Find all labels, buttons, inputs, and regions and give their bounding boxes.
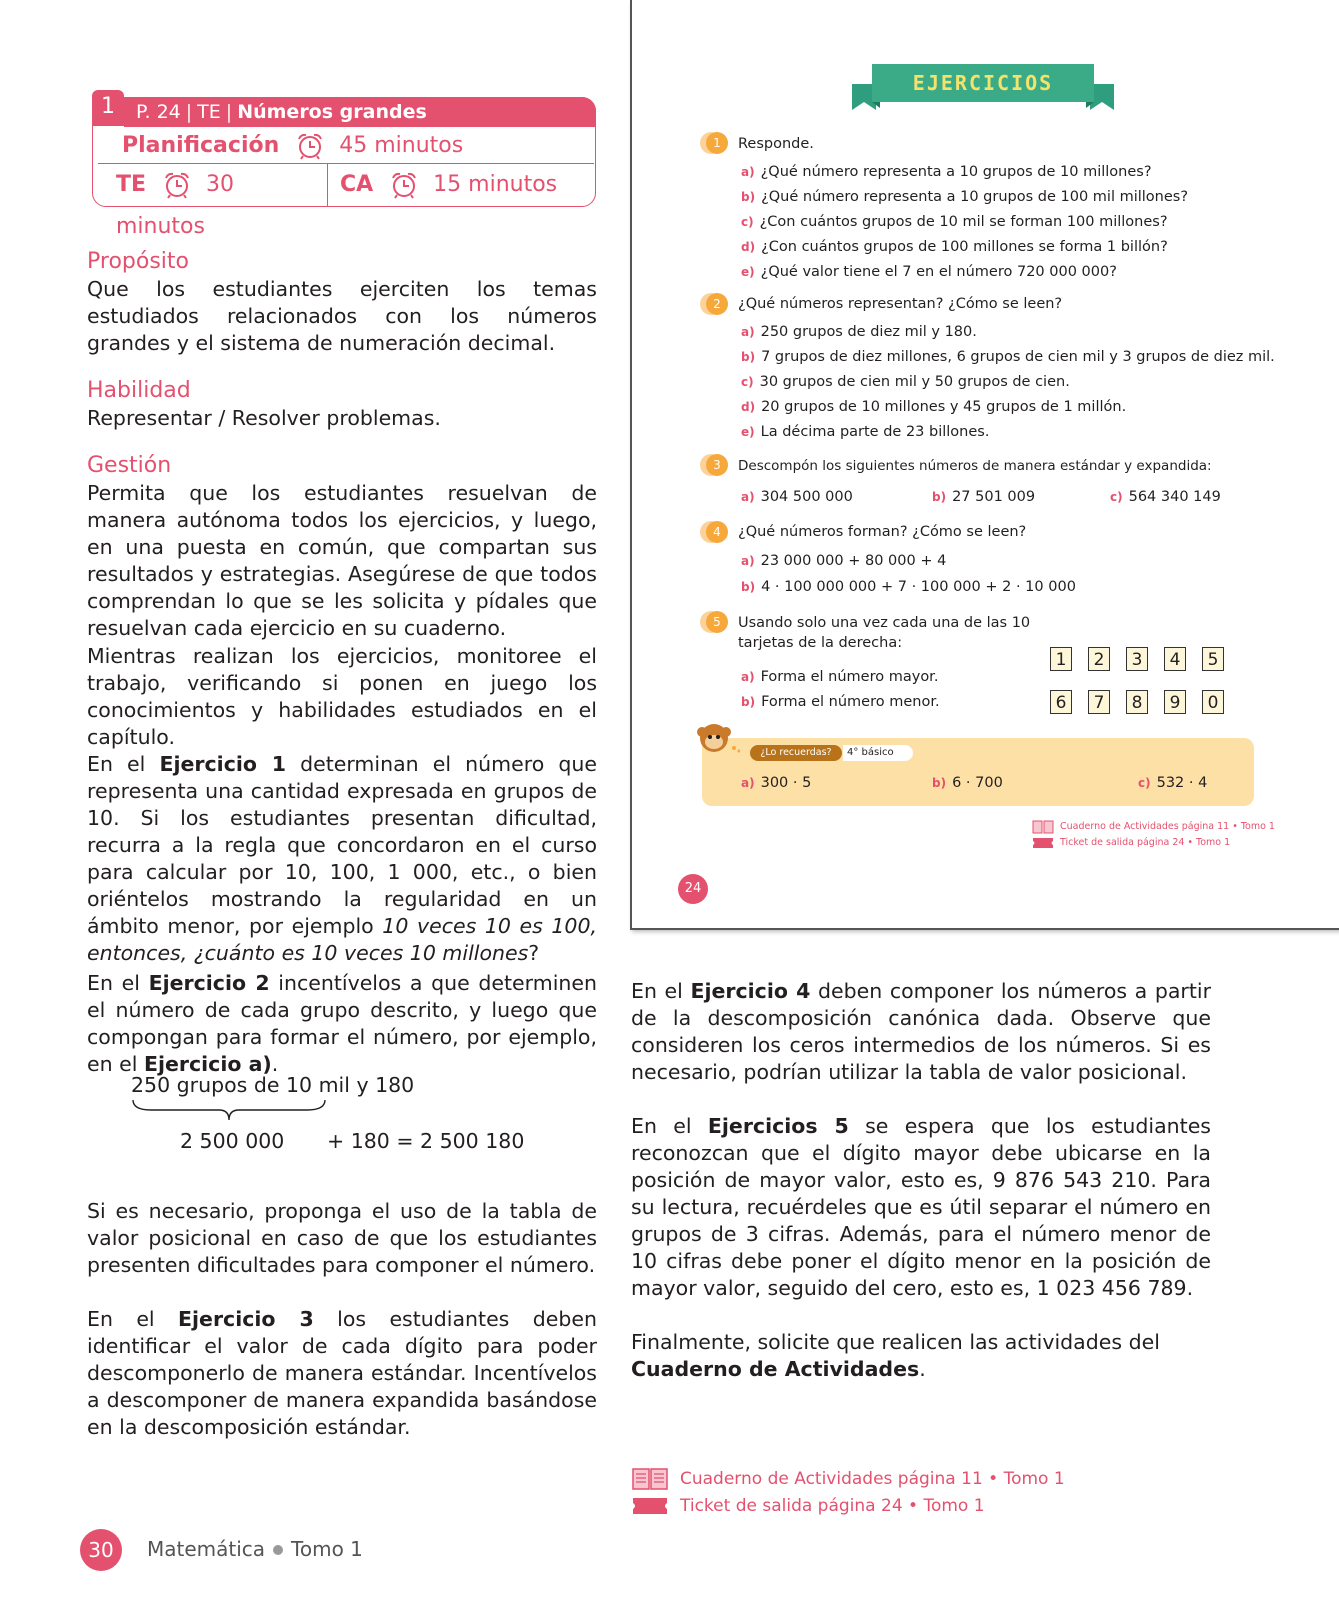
- te-time: 30 minutos: [116, 172, 235, 239]
- book-icon: [631, 1466, 669, 1492]
- ejercicio-4-paragraph: En el Ejercicio 4 deben componer los números a partir de la descomposición canónica dada. Observe que consideren los ceros intermedios de los números. Si es necesario, podrían utilizar la tabla de valor posicional.: [631, 979, 1212, 1084]
- book-icon: [1032, 820, 1054, 834]
- exercise-number: 3: [706, 454, 728, 476]
- gestion-paragraph-1: Permita que los estudiantes resuelvan de manera autónoma todos los ejercicios, y luego, en una puesta en común, que compartan sus resultados y estrategias. Asegúrese de que todos comprendan lo que se les solicita y pídales que resuelvan cada ejercicio en su cuaderno.: [87, 481, 597, 640]
- digit-card: 3: [1126, 647, 1148, 671]
- exercise-number: 2: [706, 293, 728, 315]
- alarm-clock-icon: [161, 171, 193, 199]
- exercise-item: b) ¿Qué número representa a 10 grupos de 100 mil millones?: [741, 189, 1189, 205]
- subject: Matemática: [147, 1537, 266, 1561]
- recuerdas-grade: 4° básico: [843, 745, 913, 761]
- curly-brace: [131, 1098, 327, 1124]
- digit-card: 9: [1164, 690, 1186, 714]
- mini-ticket-reference: Ticket de salida página 24 • Tomo 1: [1060, 837, 1231, 848]
- ca-row: [330, 164, 594, 206]
- exercise-item: b) 27 501 009: [932, 489, 1036, 505]
- te-row: [98, 164, 328, 239]
- digit-card: 1: [1050, 647, 1072, 671]
- planning-label: Planificación: [122, 133, 280, 158]
- brace-result-left: 2 500 000: [180, 1129, 285, 1153]
- ticket-icon: [1032, 837, 1054, 849]
- volume: Tomo 1: [291, 1537, 363, 1561]
- exercise-item: b) 4 · 100 000 000 + 7 · 100 000 + 2 · 10 000: [741, 579, 1076, 595]
- exercise-1-prompt: Responde.: [738, 136, 814, 152]
- exercise-number: 4: [706, 521, 728, 543]
- brace-result-right: + 180 = 2 500 180: [327, 1129, 525, 1153]
- exercise-5-prompt-line-2: tarjetas de la derecha:: [738, 635, 903, 651]
- gestion-paragraph-2: Mientras realizan los ejercicios, monitoree el trabajo, verificando si ponen en juego los conocimientos y habilidades estudiados en el capítulo.: [87, 644, 597, 749]
- exercise-item: a) Forma el número mayor.: [741, 669, 939, 685]
- exercise-item: e) ¿Qué valor tiene el 7 en el número 720 000 000?: [741, 264, 1117, 280]
- brace-expression: 250 grupos de 10 mil y 180: [131, 1073, 415, 1097]
- exercise-number: 1: [706, 132, 728, 154]
- planning-time: 45 minutos: [339, 133, 464, 158]
- exercise-item: b) Forma el número menor.: [741, 694, 940, 710]
- exercise-item: e) La décima parte de 23 billones.: [741, 424, 990, 440]
- te-ref: TE: [197, 101, 221, 123]
- exercise-item: d) ¿Con cuántos grupos de 100 millones se forma 1 billón?: [741, 239, 1168, 255]
- page-ref: P. 24: [136, 101, 181, 123]
- exercise-item: a) 250 grupos de diez mil y 180.: [741, 324, 977, 340]
- habilidad-text: Representar / Resolver problemas.: [87, 406, 441, 430]
- digit-card: 8: [1126, 690, 1148, 714]
- exercise-5-prompt-line-1: Usando solo una vez cada una de las 10: [738, 615, 1031, 631]
- ejercicio-5-paragraph: En el Ejercicios 5 se espera que los estudiantes reconozcan que el dígito mayor debe ubicarse en la posición de mayor valor, esto es, 9 876 543 210. Para su lectura, recuérdeles que es útil separar el número en grupos de 3 cifras. Además, para el número menor de 10 cifras debe poner el dígito menor en la posición de mayor valor, seguido del cero, esto es, 1 023 456 789.: [631, 1114, 1211, 1300]
- digit-card: 2: [1088, 647, 1110, 671]
- ejercicio-2-paragraph: En el Ejercicio 2 incentívelos a que determinen el número de cada grupo descrito, y luego que compongan para formar el número, por ejemplo, en el Ejercicio a).: [87, 971, 597, 1076]
- planning-row: [98, 128, 594, 164]
- page-number: 30: [80, 1529, 122, 1571]
- ca-time: 15 minutos: [433, 172, 558, 197]
- recuerdas-item: c) 532 · 4: [1138, 775, 1208, 791]
- exercise-number: 5: [706, 611, 728, 633]
- final-paragraph: Finalmente, solicite que realicen las actividades del Cuaderno de Actividades.: [631, 1330, 1160, 1381]
- digit-card: 7: [1088, 690, 1110, 714]
- exercise-item: a) 304 500 000: [741, 489, 853, 505]
- ejercicio-3-paragraph: En el Ejercicio 3 los estudiantes deben identificar el valor de cada dígito para poder descomponerlo de manera estándar. Incentívelos a descomponer de manera expandida basándose en la descomposición estándar.: [87, 1307, 597, 1439]
- exercise-item: c) ¿Con cuántos grupos de 10 mil se forman 100 millones?: [741, 214, 1168, 230]
- exercise-2-prompt: ¿Qué números representan? ¿Cómo se leen?: [738, 296, 1063, 312]
- exercise-item: a) 23 000 000 + 80 000 + 4: [741, 553, 947, 569]
- ticket-icon: [631, 1496, 669, 1516]
- exercise-3-prompt: Descompón los siguientes números de manera estándar y expandida:: [738, 458, 1212, 474]
- recuerdas-badge: ¿Lo recuerdas?: [750, 745, 842, 761]
- ticket-reference: Ticket de salida página 24 • Tomo 1: [680, 1496, 985, 1516]
- cuaderno-reference: Cuaderno de Actividades página 11 • Tomo 1: [680, 1469, 1065, 1489]
- exercise-item: c) 30 grupos de cien mil y 50 grupos de cien.: [741, 374, 1070, 390]
- te-label: TE: [116, 172, 147, 197]
- monkey-icon: [694, 718, 740, 758]
- recuerdas-item: a) 300 · 5: [741, 775, 812, 791]
- topic-title: Números grandes: [237, 101, 427, 123]
- exercise-item: d) 20 grupos de 10 millones y 45 grupos de 1 millón.: [741, 399, 1127, 415]
- recuerdas-item: b) 6 · 700: [932, 775, 1003, 791]
- exercise-item: a) ¿Qué número representa a 10 grupos de 10 millones?: [741, 164, 1152, 180]
- habilidad-heading: Habilidad: [87, 378, 191, 403]
- mini-cuaderno-reference: Cuaderno de Actividades página 11 • Tomo 1: [1060, 821, 1275, 832]
- lesson-number: 1: [92, 90, 124, 126]
- student-page-number: 24: [678, 874, 708, 904]
- ejercicio-1-paragraph: En el Ejercicio 1 determinan el número que representa una cantidad expresada en grupos de 10. Si los estudiantes presentan dificultad, recurra a la regla que concordaron en el curso para calcular por 10, 100, 1 000, etc., o bien oriéntelos mostrando la regularidad en un ámbito menor, por ejemplo 10 veces 10 es 100, entonces, ¿cuánto es 10 veces 10 millones?: [87, 752, 597, 965]
- digit-card: 0: [1202, 690, 1224, 714]
- ca-label: CA: [340, 172, 374, 197]
- gestion-heading: Gestión: [87, 453, 172, 478]
- tabla-paragraph: Si es necesario, proponga el uso de la tabla de valor posicional en caso de que los estudiantes presenten dificultades para componer el número.: [87, 1199, 597, 1277]
- exercise-item: b) 7 grupos de diez millones, 6 grupos de cien mil y 3 grupos de diez mil.: [741, 349, 1275, 365]
- alarm-clock-icon: [388, 171, 420, 199]
- proposito-text: Que los estudiantes ejerciten los temas estudiados relacionados con los números grandes y el sistema de numeración decimal.: [87, 277, 597, 355]
- digit-card: 4: [1164, 647, 1186, 671]
- exercise-4-prompt: ¿Qué números forman? ¿Cómo se leen?: [738, 524, 1027, 540]
- digit-card: 6: [1050, 690, 1072, 714]
- separator-dot: [273, 1545, 283, 1555]
- proposito-heading: Propósito: [87, 249, 189, 274]
- planning-header: P. 24 | TE | Números grandes: [124, 97, 596, 127]
- digit-card: 5: [1202, 647, 1224, 671]
- alarm-clock-icon: [294, 132, 326, 160]
- exercise-item: c) 564 340 149: [1110, 489, 1221, 505]
- footer-label: [147, 1537, 363, 1561]
- ejercicios-title: EJERCICIOS: [912, 71, 1054, 95]
